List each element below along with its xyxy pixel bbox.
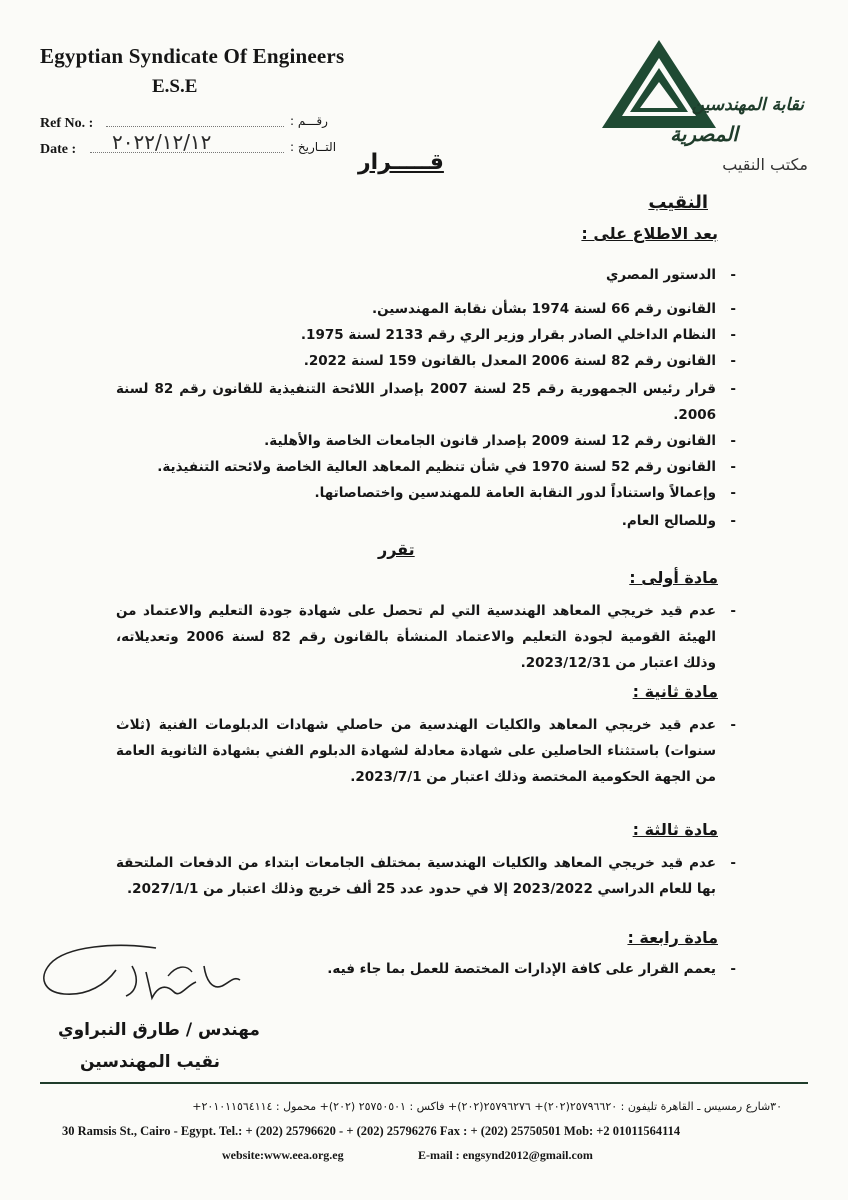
- article-heading: مادة ثالثة :: [632, 820, 718, 839]
- document-title: قـــــرار: [358, 150, 444, 175]
- article-heading: مادة أولى :: [629, 568, 718, 587]
- issuer-title: النقيب: [648, 192, 708, 213]
- list-item: - القانون رقم 82 لسنة 2006 المعدل بالقانون 159 لسنة 2022.: [303, 353, 736, 369]
- logo-text-syndicate: نقابة المهندسين: [691, 95, 804, 115]
- logo-text-office: مكتب النقيب: [722, 155, 808, 174]
- ref-dotted-line: [106, 126, 284, 127]
- footer-website: website:www.eea.org.eg: [222, 1148, 344, 1162]
- list-item: - الدستور المصري: [605, 267, 736, 283]
- article-text: - عدم قيد خريجي المعاهد والكليات الهندسية من حاصلي شهادات الدبلومات الفنية (ثلاث سنوات) باستثناء الحاصلين على شهادة معادلة لشهادة الدبلوم الفني بشهادة الثانوية العامة من الجهة الحكومية المختصة وذلك اعتبار من 2023/7/1.: [116, 717, 736, 785]
- footer-email: E-mail : engsynd2012@gmail.com: [418, 1148, 593, 1162]
- signatory-role: نقيب المهندسين: [80, 1052, 221, 1072]
- handwritten-signature: [36, 936, 246, 1016]
- logo-text-egyptian: المصرية: [670, 122, 738, 146]
- footer-address-en: 30 Ramsis St., Cairo - Egypt. Tel.: + (202) 25796620 - + (202) 25796276 Fax : + (202) 25750501 Mob: +2 01011564114: [62, 1124, 681, 1138]
- footer-address-ar: ٣٠شارع رمسيس ـ القاهرة تليفون : ٢٥٧٩٦٦٢٠(٢٠٢)+ ٢٥٧٩٦٢٧٦(٢٠٢)+ فاكس : ٢٥٧٥٠٥٠١ (٢٠٢)+ محمول : ٢٠١٠١١٥٦٤١١٤+: [192, 1100, 782, 1113]
- org-name-en: Egyptian Syndicate Of Engineers: [40, 44, 345, 68]
- list-item: - القانون رقم 12 لسنة 2009 بإصدار قانون الجامعات الخاصة والأهلية.: [264, 433, 736, 449]
- list-item: - النظام الداخلي الصادر بقرار وزير الري رقم 2133 لسنة 1975.: [300, 327, 736, 343]
- list-item: - وللصالح العام.: [621, 513, 736, 529]
- date-label-en: Date :: [40, 142, 77, 157]
- syndicate-logo-icon: [600, 38, 718, 130]
- signatory-name: مهندس / طارق النبراوي: [58, 1020, 260, 1040]
- article-heading: مادة ثانية :: [632, 682, 718, 701]
- article-heading: مادة رابعة :: [627, 928, 718, 947]
- org-abbr: E.S.E: [152, 76, 198, 97]
- list-item: - القانون رقم 52 لسنة 1970 في شأن تنظيم المعاهد العالية الخاصة ولائحته التنفيذية.: [157, 459, 736, 475]
- after-review-heading: بعد الاطلاع على :: [581, 224, 718, 243]
- date-label-ar: التــاريخ :: [290, 140, 337, 154]
- ref-label-en: Ref No. :: [40, 116, 94, 131]
- article-text: - يعمم القرار على كافة الإدارات المختصة للعمل بما جاء فيه.: [327, 961, 736, 977]
- decision-title: تقرر: [378, 540, 415, 559]
- ref-label-ar: رقـــم :: [290, 114, 328, 128]
- date-value: ٢٠٢٢/١٢/١٢: [112, 130, 212, 154]
- list-item: - قرار رئيس الجمهورية رقم 25 لسنة 2007 بإصدار اللائحة التنفيذية للقانون رقم 82 لسنة 2006.: [116, 381, 736, 423]
- list-item: - وإعمالاً واستناداً لدور النقابة العامة للمهندسين واختصاصاتها.: [314, 485, 736, 501]
- article-text: - عدم قيد خريجي المعاهد والكليات الهندسية بمختلف الجامعات ابتداء من الدفعات الملتحقة بها للعام الدراسي 2023/2022 إلا في حدود عدد 25 ألف خريج وذلك اعتبار من 2027/1/1.: [116, 855, 736, 897]
- article-text: - عدم قيد خريجي المعاهد الهندسية التي لم تحصل على شهادة جودة التعليم والاعتماد من الهيئة القومية لجودة التعليم والاعتماد المنشأة بالقانون رقم 82 لسنة 2006 وتعديلاته، وذلك اعتبار من 2023/12/31.: [116, 603, 736, 671]
- footer-divider: [40, 1082, 808, 1084]
- list-item: - القانون رقم 66 لسنة 1974 بشأن نقابة المهندسين.: [371, 301, 736, 317]
